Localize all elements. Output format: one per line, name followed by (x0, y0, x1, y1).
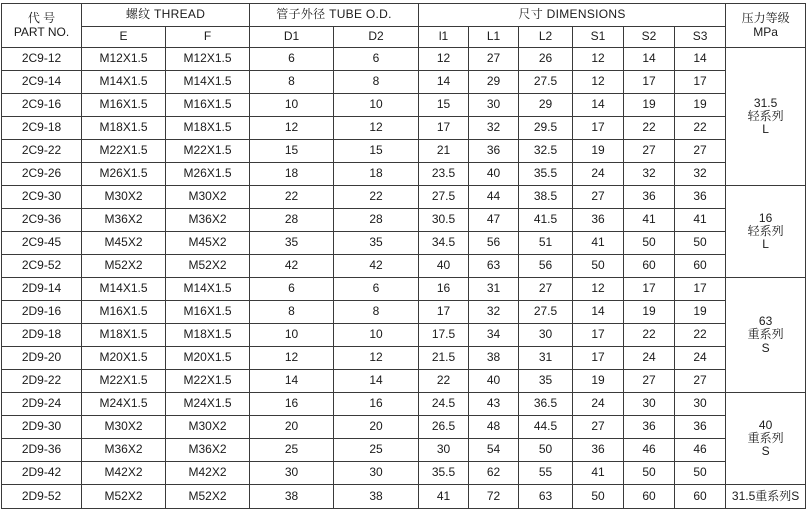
cell-l1: 43 (469, 393, 519, 416)
cell-l2: 55 (519, 462, 573, 485)
cell-part-no: 2D9-18 (2, 324, 82, 347)
pressure-class-cell (726, 48, 806, 186)
cell-part-no: 2D9-36 (2, 439, 82, 462)
cell-s1: 36 (573, 439, 624, 462)
cell-d1: 22 (250, 186, 334, 209)
cell-d2: 20 (334, 416, 419, 439)
cell-d2: 35 (334, 232, 419, 255)
cell-thread-e: M24X1.5 (82, 393, 166, 416)
cell-l1-small: 40 (419, 255, 469, 278)
cell-d2: 42 (334, 255, 419, 278)
cell-s3: 50 (675, 232, 726, 255)
cell-s3: 36 (675, 416, 726, 439)
pressure-class-line: L (762, 122, 769, 137)
col-header-d2: D2 (334, 27, 419, 48)
cell-d1: 10 (250, 324, 334, 347)
cell-l1-small: 16 (419, 278, 469, 301)
cell-thread-f: M14X1.5 (166, 71, 250, 94)
cell-s3: 60 (675, 255, 726, 278)
pressure-class-line: S (761, 340, 770, 355)
cell-s3: 19 (675, 94, 726, 117)
cell-l1-small: 23.5 (419, 163, 469, 186)
cell-l1: 27 (469, 48, 519, 71)
cell-l2: 27 (519, 278, 573, 301)
cell-l1: 54 (469, 439, 519, 462)
pressure-class-line: 31.5 (753, 95, 778, 110)
table-header (2, 4, 806, 48)
cell-s1: 17 (573, 347, 624, 370)
cell-s2: 46 (624, 439, 675, 462)
table-row (2, 462, 806, 485)
cell-thread-e: M36X2 (82, 209, 166, 232)
table-row (2, 117, 806, 140)
cell-d2: 10 (334, 94, 419, 117)
cell-part-no: 2C9-30 (2, 186, 82, 209)
cell-l1-small: 22 (419, 370, 469, 393)
cell-part-no: 2C9-16 (2, 94, 82, 117)
cell-s1: 41 (573, 462, 624, 485)
cell-d1: 15 (250, 140, 334, 163)
cell-d2: 28 (334, 209, 419, 232)
cell-s1: 24 (573, 163, 624, 186)
table-row (2, 439, 806, 462)
cell-d1: 42 (250, 255, 334, 278)
cell-l1-small: 35.5 (419, 462, 469, 485)
cell-s2: 27 (624, 140, 675, 163)
cell-part-no: 2D9-52 (2, 485, 82, 509)
cell-s3: 27 (675, 140, 726, 163)
cell-l1-small: 14 (419, 71, 469, 94)
cell-d2: 14 (334, 370, 419, 393)
table-row (2, 324, 806, 347)
cell-l1: 40 (469, 163, 519, 186)
cell-s2: 22 (624, 324, 675, 347)
cell-thread-f: M18X1.5 (166, 324, 250, 347)
cell-l1-small: 17 (419, 117, 469, 140)
cell-d1: 8 (250, 71, 334, 94)
cell-thread-e: M18X1.5 (82, 117, 166, 140)
cell-l2: 56 (519, 255, 573, 278)
pressure-header-unit: MPa (753, 24, 778, 39)
cell-thread-e: M16X1.5 (82, 94, 166, 117)
pressure-class-line: 31.5重系列S (731, 488, 800, 503)
cell-l1: 38 (469, 347, 519, 370)
cell-part-no: 2D9-30 (2, 416, 82, 439)
cell-thread-f: M16X1.5 (166, 301, 250, 324)
cell-l1-small: 30 (419, 439, 469, 462)
table-row (2, 416, 806, 439)
cell-l1-small: 17 (419, 301, 469, 324)
pressure-class-line: 重系列 (747, 327, 784, 342)
col-header-s1: S1 (573, 27, 624, 48)
cell-thread-f: M52X2 (166, 485, 250, 509)
cell-l1: 40 (469, 370, 519, 393)
cell-l1: 63 (469, 255, 519, 278)
cell-thread-f: M52X2 (166, 255, 250, 278)
cell-d2: 12 (334, 347, 419, 370)
cell-s3: 19 (675, 301, 726, 324)
cell-s1: 41 (573, 232, 624, 255)
cell-s1: 12 (573, 71, 624, 94)
cell-thread-f: M26X1.5 (166, 163, 250, 186)
cell-d2: 8 (334, 71, 419, 94)
cell-d1: 6 (250, 48, 334, 71)
pressure-class-line: 16 (758, 210, 773, 225)
cell-thread-f: M14X1.5 (166, 278, 250, 301)
cell-d1: 16 (250, 393, 334, 416)
cell-l2: 29 (519, 94, 573, 117)
cell-d1: 10 (250, 94, 334, 117)
cell-l2: 36.5 (519, 393, 573, 416)
cell-thread-e: M30X2 (82, 416, 166, 439)
table-body (2, 48, 806, 509)
cell-thread-f: M36X2 (166, 209, 250, 232)
pressure-class-cell (726, 485, 806, 509)
cell-s3: 36 (675, 186, 726, 209)
pressure-class-cell (726, 393, 806, 485)
cell-s3: 30 (675, 393, 726, 416)
pressure-header (726, 4, 806, 48)
cell-l1-small: 12 (419, 48, 469, 71)
cell-l2: 27.5 (519, 71, 573, 94)
cell-part-no: 2C9-22 (2, 140, 82, 163)
cell-s3: 41 (675, 209, 726, 232)
cell-s2: 36 (624, 186, 675, 209)
cell-s2: 22 (624, 117, 675, 140)
cell-d2: 30 (334, 462, 419, 485)
cell-part-no: 2C9-45 (2, 232, 82, 255)
cell-s1: 19 (573, 370, 624, 393)
cell-l1: 31 (469, 278, 519, 301)
cell-s3: 24 (675, 347, 726, 370)
cell-thread-e: M12X1.5 (82, 48, 166, 71)
cell-thread-e: M36X2 (82, 439, 166, 462)
table-row (2, 278, 806, 301)
table-row (2, 347, 806, 370)
cell-thread-f: M12X1.5 (166, 48, 250, 71)
cell-s3: 14 (675, 48, 726, 71)
cell-part-no: 2D9-20 (2, 347, 82, 370)
cell-part-no: 2C9-26 (2, 163, 82, 186)
table-row (2, 163, 806, 186)
part-no-header-en: PART NO. (13, 24, 70, 39)
col-header-e: E (82, 27, 166, 48)
part-no-header-cn: 代 号 (27, 11, 56, 26)
pressure-class-line: L (762, 237, 769, 252)
pressure-class-line: 63 (758, 314, 773, 329)
cell-l1-small: 26.5 (419, 416, 469, 439)
cell-d1: 20 (250, 416, 334, 439)
cell-l2: 51 (519, 232, 573, 255)
col-header-s2: S2 (624, 27, 675, 48)
cell-d2: 16 (334, 393, 419, 416)
pressure-class-cell (726, 186, 806, 278)
cell-s1: 14 (573, 301, 624, 324)
cell-s1: 27 (573, 416, 624, 439)
table-row (2, 255, 806, 278)
cell-s2: 50 (624, 232, 675, 255)
table-row (2, 232, 806, 255)
table-row (2, 370, 806, 393)
pressure-class-line: 40 (758, 417, 773, 432)
cell-s2: 14 (624, 48, 675, 71)
cell-l1: 29 (469, 71, 519, 94)
cell-s2: 60 (624, 485, 675, 509)
cell-s3: 22 (675, 324, 726, 347)
cell-l2: 35 (519, 370, 573, 393)
cell-d2: 8 (334, 301, 419, 324)
cell-thread-f: M18X1.5 (166, 117, 250, 140)
cell-s2: 30 (624, 393, 675, 416)
cell-d2: 15 (334, 140, 419, 163)
cell-thread-e: M42X2 (82, 462, 166, 485)
cell-l2: 30 (519, 324, 573, 347)
col-header-l1-small: l1 (419, 27, 469, 48)
cell-d2: 6 (334, 48, 419, 71)
cell-s2: 19 (624, 94, 675, 117)
cell-thread-e: M22X1.5 (82, 140, 166, 163)
cell-l1-small: 21 (419, 140, 469, 163)
cell-s1: 12 (573, 48, 624, 71)
cell-l1-small: 34.5 (419, 232, 469, 255)
col-header-s3: S3 (675, 27, 726, 48)
cell-thread-e: M18X1.5 (82, 324, 166, 347)
cell-part-no: 2D9-42 (2, 462, 82, 485)
pressure-class-line: S (761, 444, 770, 459)
cell-l1: 62 (469, 462, 519, 485)
cell-d2: 18 (334, 163, 419, 186)
cell-d1: 18 (250, 163, 334, 186)
cell-s2: 32 (624, 163, 675, 186)
cell-d1: 8 (250, 301, 334, 324)
cell-thread-e: M20X1.5 (82, 347, 166, 370)
cell-l2: 35.5 (519, 163, 573, 186)
pressure-class-line: 轻系列 (747, 108, 784, 123)
part-no-header (2, 4, 82, 48)
table-row (2, 186, 806, 209)
cell-s3: 17 (675, 71, 726, 94)
cell-thread-f: M42X2 (166, 462, 250, 485)
cell-part-no: 2C9-18 (2, 117, 82, 140)
cell-l1: 48 (469, 416, 519, 439)
cell-s1: 50 (573, 485, 624, 509)
cell-part-no: 2C9-36 (2, 209, 82, 232)
cell-part-no: 2C9-12 (2, 48, 82, 71)
cell-thread-e: M52X2 (82, 255, 166, 278)
cell-d1: 6 (250, 278, 334, 301)
cell-s1: 19 (573, 140, 624, 163)
cell-d2: 10 (334, 324, 419, 347)
cell-d2: 12 (334, 117, 419, 140)
table-row (2, 140, 806, 163)
cell-part-no: 2D9-22 (2, 370, 82, 393)
cell-l2: 32.5 (519, 140, 573, 163)
cell-s3: 46 (675, 439, 726, 462)
cell-thread-e: M14X1.5 (82, 71, 166, 94)
pressure-class-cell (726, 278, 806, 393)
cell-d1: 12 (250, 347, 334, 370)
cell-s1: 27 (573, 186, 624, 209)
cell-l2: 50 (519, 439, 573, 462)
cell-l1: 56 (469, 232, 519, 255)
cell-d1: 38 (250, 485, 334, 509)
cell-l2: 63 (519, 485, 573, 509)
cell-l1-small: 17.5 (419, 324, 469, 347)
cell-part-no: 2C9-14 (2, 71, 82, 94)
col-header-l2: L2 (519, 27, 573, 48)
cell-thread-f: M45X2 (166, 232, 250, 255)
cell-l1-small: 27.5 (419, 186, 469, 209)
table-row (2, 209, 806, 232)
cell-s3: 32 (675, 163, 726, 186)
table-row (2, 94, 806, 117)
cell-l2: 31 (519, 347, 573, 370)
cell-s3: 22 (675, 117, 726, 140)
cell-l1: 32 (469, 301, 519, 324)
cell-d2: 22 (334, 186, 419, 209)
cell-s2: 27 (624, 370, 675, 393)
cell-s3: 27 (675, 370, 726, 393)
cell-l1: 44 (469, 186, 519, 209)
cell-l1: 36 (469, 140, 519, 163)
cell-thread-e: M52X2 (82, 485, 166, 509)
cell-d1: 28 (250, 209, 334, 232)
cell-l1: 72 (469, 485, 519, 509)
cell-thread-f: M22X1.5 (166, 140, 250, 163)
thread-header: 螺纹 THREAD (82, 4, 250, 27)
cell-l1-small: 41 (419, 485, 469, 509)
col-header-l1: L1 (469, 27, 519, 48)
cell-thread-e: M26X1.5 (82, 163, 166, 186)
cell-l1: 32 (469, 117, 519, 140)
cell-s2: 17 (624, 71, 675, 94)
cell-thread-e: M22X1.5 (82, 370, 166, 393)
cell-d1: 12 (250, 117, 334, 140)
cell-thread-f: M20X1.5 (166, 347, 250, 370)
cell-d2: 38 (334, 485, 419, 509)
fitting-spec-table (1, 3, 806, 509)
cell-thread-e: M45X2 (82, 232, 166, 255)
cell-s2: 36 (624, 416, 675, 439)
cell-s2: 41 (624, 209, 675, 232)
cell-l1-small: 24.5 (419, 393, 469, 416)
cell-s1: 24 (573, 393, 624, 416)
cell-l2: 44.5 (519, 416, 573, 439)
cell-d2: 25 (334, 439, 419, 462)
cell-d2: 6 (334, 278, 419, 301)
cell-l1-small: 30.5 (419, 209, 469, 232)
cell-s2: 24 (624, 347, 675, 370)
cell-thread-e: M16X1.5 (82, 301, 166, 324)
cell-l1: 47 (469, 209, 519, 232)
cell-part-no: 2D9-14 (2, 278, 82, 301)
cell-d1: 30 (250, 462, 334, 485)
cell-s2: 19 (624, 301, 675, 324)
pressure-class-line: 轻系列 (747, 223, 784, 238)
cell-thread-f: M30X2 (166, 416, 250, 439)
cell-s3: 17 (675, 278, 726, 301)
cell-l1: 34 (469, 324, 519, 347)
cell-s3: 60 (675, 485, 726, 509)
cell-s1: 36 (573, 209, 624, 232)
cell-s2: 17 (624, 278, 675, 301)
cell-l2: 27.5 (519, 301, 573, 324)
cell-thread-f: M30X2 (166, 186, 250, 209)
cell-l2: 29.5 (519, 117, 573, 140)
pressure-class-line: 重系列 (747, 430, 784, 445)
cell-s1: 50 (573, 255, 624, 278)
cell-l2: 41.5 (519, 209, 573, 232)
table-row (2, 48, 806, 71)
cell-thread-f: M16X1.5 (166, 94, 250, 117)
cell-s1: 17 (573, 117, 624, 140)
cell-s2: 60 (624, 255, 675, 278)
cell-s1: 17 (573, 324, 624, 347)
cell-thread-f: M24X1.5 (166, 393, 250, 416)
cell-part-no: 2D9-16 (2, 301, 82, 324)
cell-d1: 35 (250, 232, 334, 255)
cell-l2: 38.5 (519, 186, 573, 209)
tube-od-header: 管子外径 TUBE O.D. (250, 4, 419, 27)
cell-s1: 14 (573, 94, 624, 117)
cell-part-no: 2C9-52 (2, 255, 82, 278)
cell-l1-small: 21.5 (419, 347, 469, 370)
table-row (2, 485, 806, 509)
col-header-f: F (166, 27, 250, 48)
dimensions-header: 尺寸 DIMENSIONS (419, 4, 726, 27)
table-row (2, 301, 806, 324)
cell-s1: 12 (573, 278, 624, 301)
cell-part-no: 2D9-24 (2, 393, 82, 416)
col-header-d1: D1 (250, 27, 334, 48)
table-row (2, 71, 806, 94)
cell-l2: 26 (519, 48, 573, 71)
cell-l1: 30 (469, 94, 519, 117)
cell-d1: 14 (250, 370, 334, 393)
pressure-header-cn: 压力等级 (741, 11, 790, 26)
cell-thread-f: M22X1.5 (166, 370, 250, 393)
cell-d1: 25 (250, 439, 334, 462)
cell-s3: 50 (675, 462, 726, 485)
table-row (2, 393, 806, 416)
cell-s2: 50 (624, 462, 675, 485)
cell-thread-e: M30X2 (82, 186, 166, 209)
cell-l1-small: 15 (419, 94, 469, 117)
cell-thread-f: M36X2 (166, 439, 250, 462)
cell-thread-e: M14X1.5 (82, 278, 166, 301)
